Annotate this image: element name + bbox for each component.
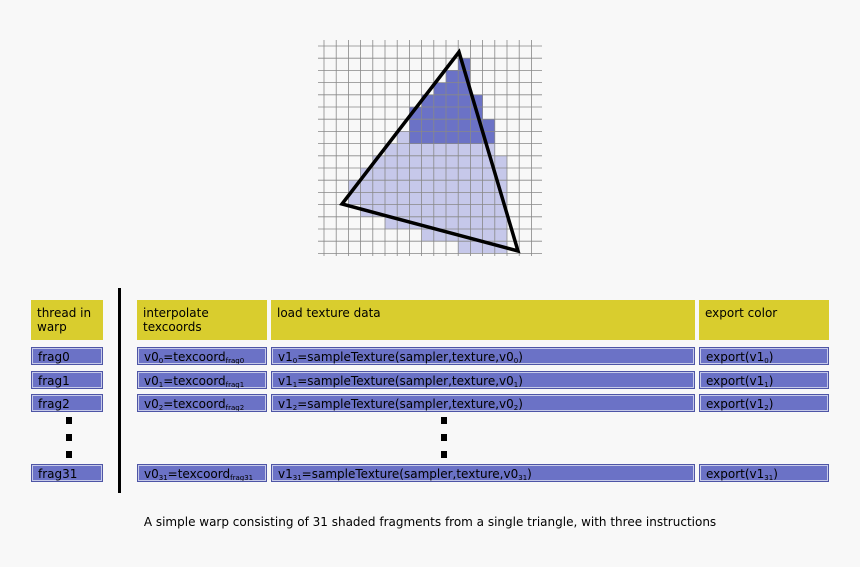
warp-pixel bbox=[434, 119, 446, 131]
covered-pixel bbox=[470, 180, 482, 192]
covered-pixel bbox=[470, 205, 482, 217]
warp-pixel bbox=[434, 107, 446, 119]
header-thread-in-warp: thread in warp bbox=[31, 300, 103, 340]
covered-pixel bbox=[446, 156, 458, 168]
covered-pixel bbox=[422, 168, 434, 180]
header-interpolate-texcoords: interpolate texcoords bbox=[137, 300, 267, 340]
covered-pixel bbox=[373, 168, 385, 180]
covered-pixel bbox=[470, 168, 482, 180]
interpolate-instruction: $v0_2=texcoord_{frag2}$ bbox=[137, 394, 267, 412]
header-export-color: export color bbox=[699, 300, 829, 340]
covered-pixel bbox=[409, 180, 421, 192]
covered-pixel bbox=[458, 241, 470, 253]
covered-pixel bbox=[434, 168, 446, 180]
covered-pixel bbox=[483, 205, 495, 217]
fragment-label: frag2 bbox=[31, 394, 103, 412]
covered-pixel bbox=[483, 229, 495, 241]
warp-pixel bbox=[446, 83, 458, 95]
covered-pixel bbox=[397, 192, 409, 204]
covered-pixel bbox=[409, 156, 421, 168]
load-texture-instruction: $v1_0=sampleTexture(sampler,texture,v0_0)$ bbox=[271, 347, 695, 365]
covered-pixel bbox=[434, 205, 446, 217]
covered-pixel bbox=[409, 205, 421, 217]
load-texture-instruction: $v1_2=sampleTexture(sampler,texture,v0_2)$ bbox=[271, 394, 695, 412]
export-color-instruction: $export(v1_2)$ bbox=[699, 394, 829, 412]
warp-pixel bbox=[470, 131, 482, 143]
covered-pixel bbox=[385, 168, 397, 180]
covered-pixel bbox=[422, 205, 434, 217]
warp-pixel bbox=[446, 131, 458, 143]
warp-pixel bbox=[409, 119, 421, 131]
covered-pixel bbox=[422, 144, 434, 156]
covered-pixel bbox=[397, 180, 409, 192]
warp-pixel bbox=[446, 119, 458, 131]
covered-pixel bbox=[361, 192, 373, 204]
covered-pixel bbox=[397, 156, 409, 168]
figure-caption: A simple warp consisting of 31 shaded fragments from a single triangle, with three instructions bbox=[143, 515, 717, 529]
warp-pixel bbox=[434, 95, 446, 107]
covered-pixel bbox=[458, 168, 470, 180]
interpolate-instruction: $v0_0=texcoord_{frag0}$ bbox=[137, 347, 267, 365]
covered-pixel bbox=[409, 144, 421, 156]
header-load-texture-data: load texture data bbox=[271, 300, 695, 340]
covered-pixel bbox=[446, 205, 458, 217]
load-texture-instruction: $v1_1=sampleTexture(sampler,texture,v0_1)$ bbox=[271, 371, 695, 389]
ellipsis-dot bbox=[441, 451, 447, 458]
covered-pixel bbox=[446, 217, 458, 229]
covered-pixel bbox=[422, 180, 434, 192]
warp-pixel bbox=[483, 119, 495, 131]
load-texture-instruction: $v1_{31}=sampleTexture(sampler,texture,v0_{31})$ bbox=[271, 464, 695, 482]
fragment-label: frag0 bbox=[31, 347, 103, 365]
covered-pixel bbox=[495, 229, 507, 241]
covered-pixel bbox=[373, 180, 385, 192]
covered-pixel bbox=[470, 156, 482, 168]
covered-pixel bbox=[397, 168, 409, 180]
covered-pixel bbox=[458, 180, 470, 192]
covered-pixel bbox=[385, 180, 397, 192]
warp-pixel bbox=[458, 95, 470, 107]
interpolate-instruction: $v0_1=texcoord_{frag1}$ bbox=[137, 371, 267, 389]
ellipsis-dot bbox=[66, 434, 72, 441]
warp-pixel bbox=[458, 107, 470, 119]
covered-pixel bbox=[446, 180, 458, 192]
covered-pixel bbox=[495, 217, 507, 229]
covered-pixel bbox=[458, 192, 470, 204]
ellipsis-dot bbox=[441, 417, 447, 424]
rasterization-grid-figure bbox=[318, 40, 542, 256]
covered-pixel bbox=[483, 217, 495, 229]
covered-pixel bbox=[483, 192, 495, 204]
covered-pixel bbox=[434, 217, 446, 229]
covered-pixel bbox=[422, 229, 434, 241]
warp-pixel bbox=[422, 119, 434, 131]
covered-pixel bbox=[434, 156, 446, 168]
ellipsis-dot bbox=[441, 434, 447, 441]
fragment-label: frag31 bbox=[31, 464, 103, 482]
covered-pixel bbox=[483, 180, 495, 192]
covered-pixel bbox=[373, 192, 385, 204]
covered-pixel bbox=[458, 156, 470, 168]
covered-pixel bbox=[458, 217, 470, 229]
covered-pixel bbox=[409, 192, 421, 204]
covered-pixel bbox=[495, 156, 507, 168]
covered-pixel bbox=[397, 144, 409, 156]
covered-pixel bbox=[446, 168, 458, 180]
covered-pixel bbox=[434, 144, 446, 156]
covered-pixel bbox=[434, 180, 446, 192]
warp-pixel bbox=[446, 95, 458, 107]
export-color-instruction: $export(v1_{31})$ bbox=[699, 464, 829, 482]
export-color-instruction: $export(v1_0)$ bbox=[699, 347, 829, 365]
fragment-label: frag1 bbox=[31, 371, 103, 389]
warp-pixel bbox=[409, 131, 421, 143]
covered-pixel bbox=[385, 192, 397, 204]
covered-pixel bbox=[458, 144, 470, 156]
covered-pixel bbox=[409, 168, 421, 180]
covered-pixel bbox=[458, 205, 470, 217]
covered-pixel bbox=[470, 144, 482, 156]
warp-pixel bbox=[434, 131, 446, 143]
covered-pixel bbox=[470, 217, 482, 229]
covered-pixel bbox=[385, 156, 397, 168]
covered-pixel bbox=[422, 192, 434, 204]
covered-pixel bbox=[446, 144, 458, 156]
covered-pixel bbox=[470, 192, 482, 204]
ellipsis-dot bbox=[66, 451, 72, 458]
warp-pixel bbox=[458, 119, 470, 131]
warp-pixel bbox=[422, 131, 434, 143]
covered-pixel bbox=[446, 192, 458, 204]
warp-pixel bbox=[458, 131, 470, 143]
covered-pixel bbox=[361, 180, 373, 192]
covered-pixel bbox=[397, 205, 409, 217]
interpolate-instruction: $v0_{31}=texcoord_{frag31}$ bbox=[137, 464, 267, 482]
ellipsis-dot bbox=[66, 417, 72, 424]
covered-pixel bbox=[422, 156, 434, 168]
export-color-instruction: $export(v1_1)$ bbox=[699, 371, 829, 389]
warp-pixel bbox=[446, 70, 458, 82]
column-divider bbox=[118, 288, 121, 493]
warp-pixel bbox=[422, 107, 434, 119]
covered-pixel bbox=[397, 131, 409, 143]
covered-pixel bbox=[470, 241, 482, 253]
warp-pixel bbox=[446, 107, 458, 119]
covered-pixel bbox=[434, 192, 446, 204]
